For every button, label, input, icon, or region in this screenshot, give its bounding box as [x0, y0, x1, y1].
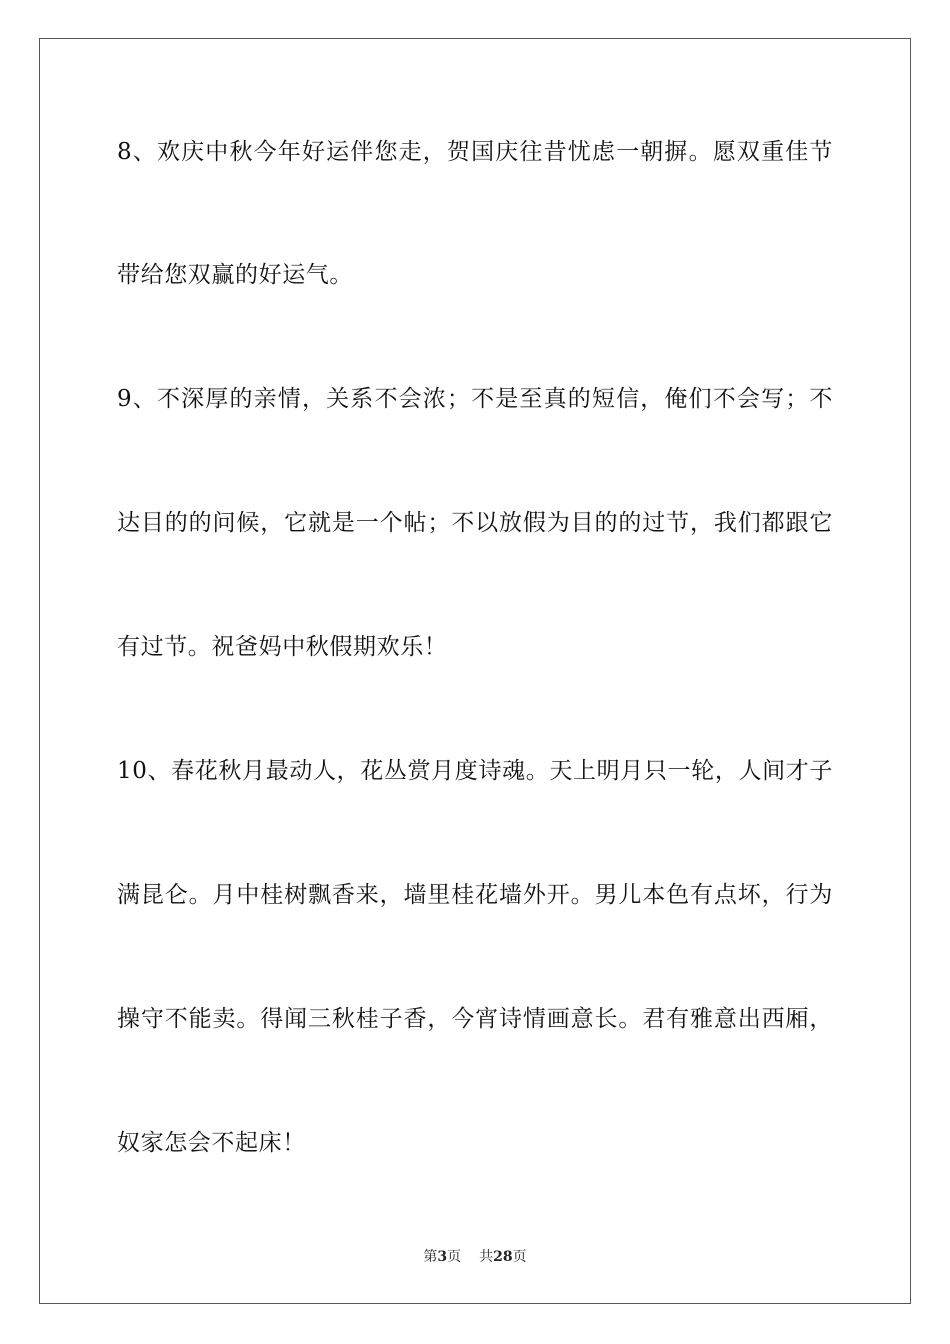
- page-border: [39, 38, 911, 1304]
- paragraph-8-line-1: 8、欢庆中秋今年好运伴您走，贺国庆往昔忧虑一朝摒。愿双重佳节: [117, 139, 833, 165]
- paragraph-8-line-2: 带给您双赢的好运气。: [117, 262, 353, 288]
- paragraph-10-line-2: 满昆仑。月中桂树飘香来，墙里桂花墙外开。男儿本色有点坏，行为: [117, 882, 833, 908]
- paragraph-9-line-1: 9、不深厚的亲情，关系不会浓；不是至真的短信，俺们不会写；不: [117, 386, 833, 412]
- page-footer: [0, 1248, 950, 1266]
- paragraph-9-line-3: 有过节。祝爸妈中秋假期欢乐！: [117, 634, 448, 660]
- total-pages: 28: [493, 1249, 513, 1265]
- page-suffix: 页: [447, 1249, 462, 1265]
- total-suffix: 页: [512, 1249, 527, 1265]
- paragraph-10-line-4: 奴家怎会不起床！: [117, 1130, 306, 1156]
- paragraph-9-line-2: 达目的的问候，它就是一个帖；不以放假为目的的过节，我们都跟它: [117, 510, 833, 536]
- total-prefix: 共: [479, 1249, 494, 1265]
- page-prefix: 第: [423, 1249, 438, 1265]
- paragraph-10-line-3: 操守不能卖。得闻三秋桂子香，今宵诗情画意长。君有雅意出西厢，: [117, 1006, 833, 1032]
- paragraph-10-line-1: 10、春花秋月最动人，花丛赏月度诗魂。天上明月只一轮，人间才子: [117, 758, 833, 784]
- page-number: 3: [437, 1249, 448, 1265]
